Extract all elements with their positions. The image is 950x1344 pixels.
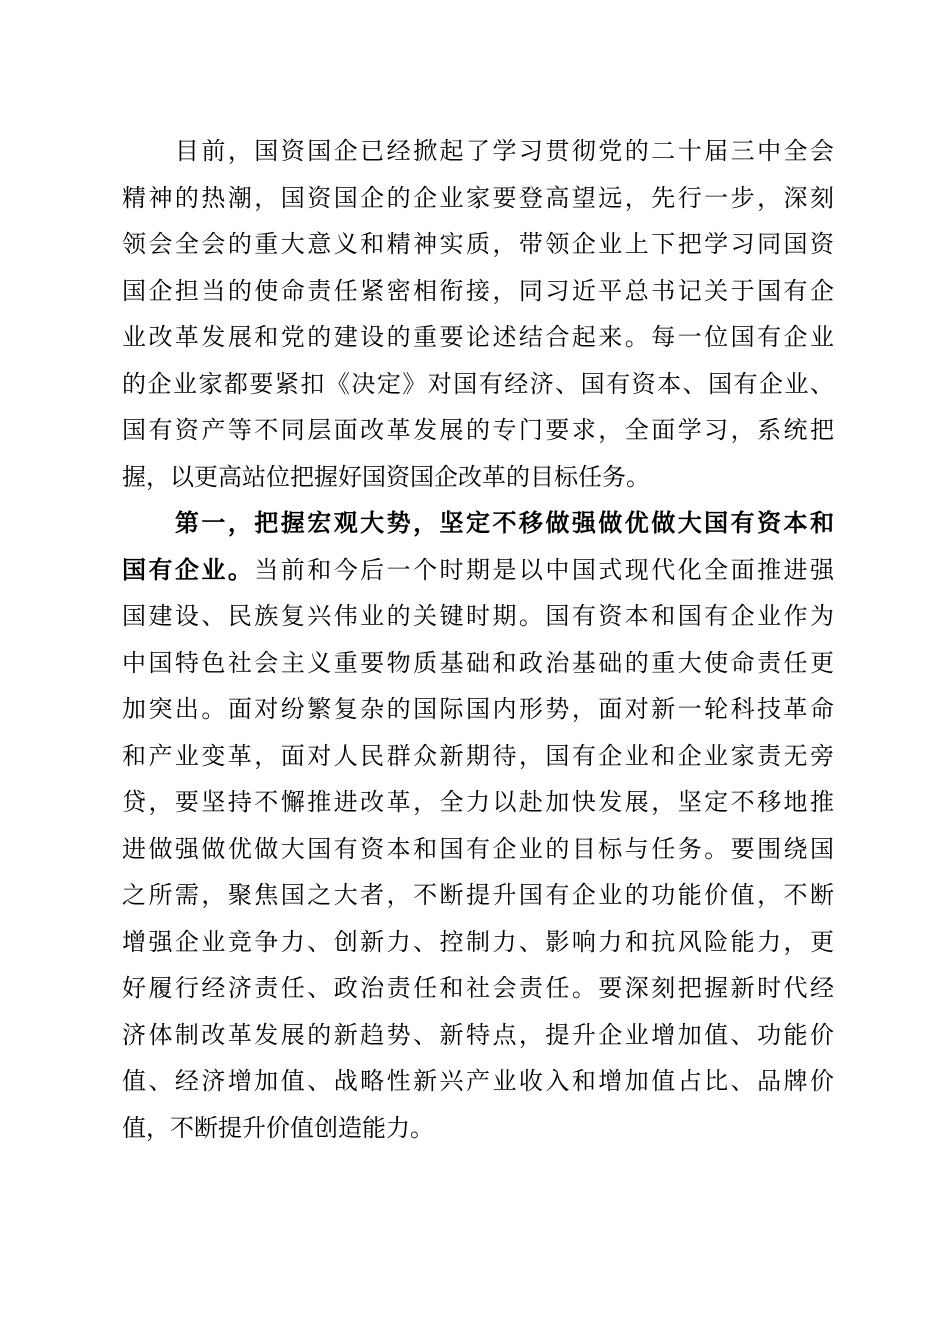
text-line: 业改革发展和党的建设的重要论述结合起来。每一位国有企业: [122, 323, 834, 351]
section-heading-line: 第一，把握宏观大势，坚定不移做强做优做大国有资本和: [122, 508, 834, 537]
text-line: [122, 547, 834, 594]
text-line: 济体制改革发展的新趋势、新特点，提升企业增加值、功能价: [122, 1020, 834, 1049]
paragraph-first-point: [122, 500, 834, 1151]
text-line: 值、经济增加值、战略性新兴产业收入和增加值占比、品牌价: [122, 1067, 834, 1095]
text-line: 加突出。面对纷繁复杂的国际国内形势，面对新一轮科技革命: [122, 695, 834, 723]
paragraph-intro: [122, 128, 834, 500]
text-line: 领会全会的重大意义和精神实质，带领企业上下把学习同国资: [122, 230, 834, 258]
text-line: 进做强做优做大国有资本和国有企业的目标与任务。要围绕国: [122, 834, 834, 863]
text-line: 国有资产等不同层面改革发展的专门要求，全面学习，系统把: [122, 416, 834, 444]
text-line: 和产业变革，面对人民群众新期待，国有企业和企业家责无旁: [122, 741, 834, 770]
text-line: 中国特色社会主义重要物质基础和政治基础的重大使命责任更: [122, 648, 834, 677]
text-line: 的企业家都要紧扣《决定》对国有经济、国有资本、国有企业、: [122, 369, 834, 398]
text-line: 好履行经济责任、政治责任和社会责任。要深刻把握新时代经: [122, 974, 834, 1002]
text-line: 目前，国资国企已经掀起了学习贯彻党的二十届三中全会: [122, 137, 834, 165]
text-line: 之所需，聚焦国之大者，不断提升国有企业的功能价值，不断: [122, 881, 834, 909]
text-line: 国建设、民族复兴伟业的关键时期。国有资本和国有企业作为: [122, 602, 834, 630]
text-line: 精神的热潮，国资国企的企业家要登高望远，先行一步，深刻: [122, 183, 834, 212]
text-span: 当前和今后一个时期是以中国式现代化全面推进强: [254, 555, 835, 584]
section-heading-tail: 国有企业。: [122, 554, 255, 584]
text-line: 国企担当的使命责任紧密相衔接，同习近平总书记关于国有企: [122, 276, 834, 305]
text-line: 增强企业竞争力、创新力、控制力、影响力和抗风险能力，更: [122, 927, 834, 956]
text-line: 贷，要坚持不懈推进改革，全力以赴加快发展，坚定不移地推: [122, 788, 834, 816]
text-line: 握，以更高站位把握好国资国企改革的目标任务。: [122, 462, 650, 491]
text-line: 值，不断提升价值创造能力。: [122, 1113, 434, 1142]
